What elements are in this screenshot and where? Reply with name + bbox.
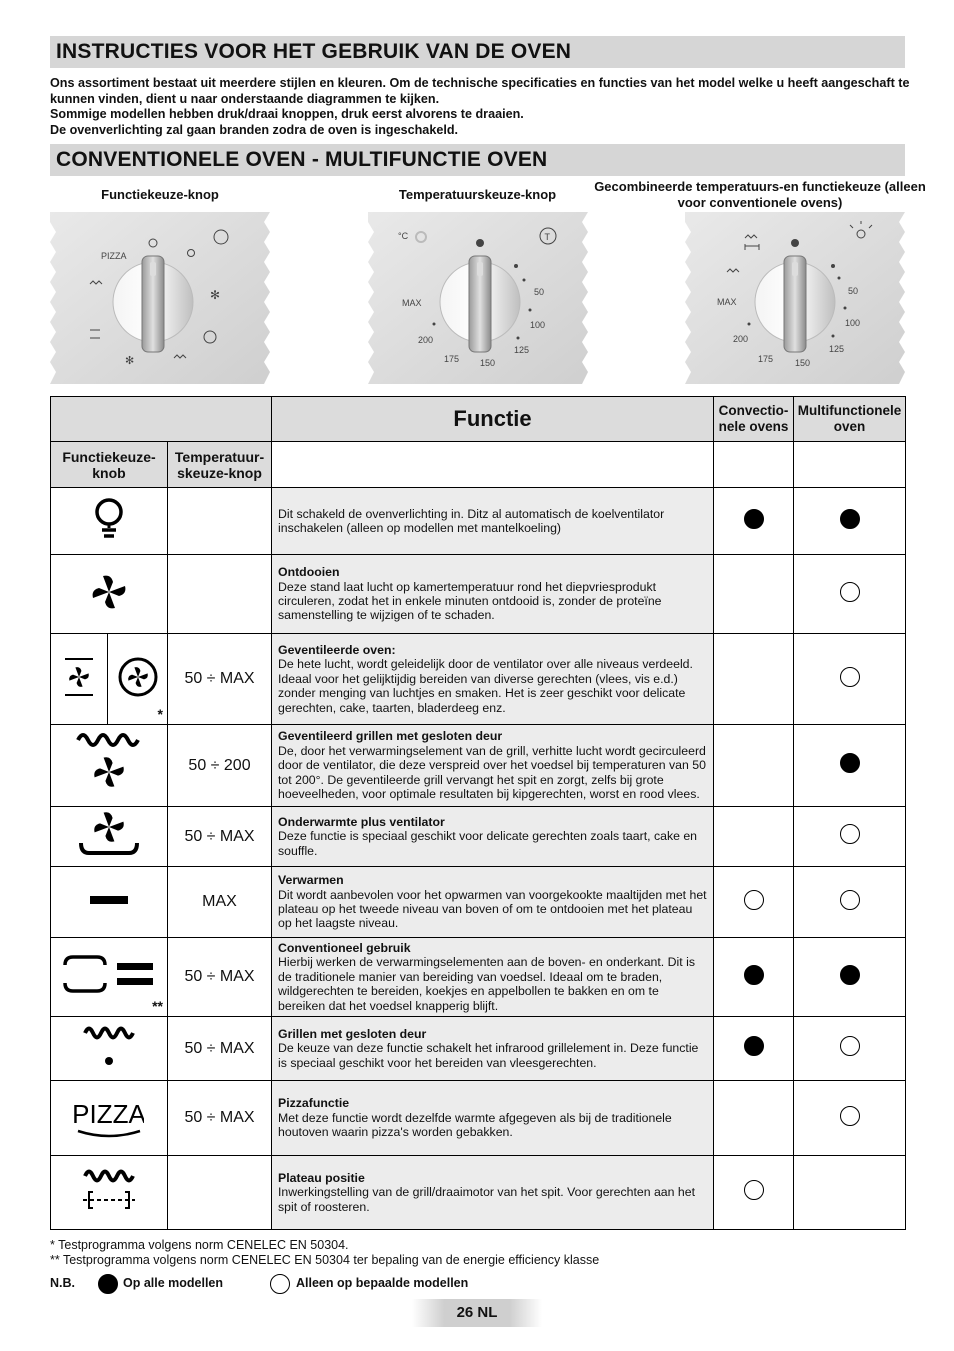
multifunction-availability <box>794 1156 906 1230</box>
function-text: Deze stand laat lucht op kamertemperatuur rond het diepvriesprodukt circuleren, zodat het in enkele minuten ontdooid is, zonder de proteïne samenstelling te wijzigen of te schaden. <box>278 579 662 623</box>
temp-top-symbol: T <box>544 232 550 242</box>
header-empty <box>272 442 714 488</box>
function-text: Deze functie is speciaal geschikt voor delicate gerechten zoals taart, cake en souffle. <box>278 829 698 858</box>
combined-scale-label: MAX <box>717 297 737 307</box>
temp-scale-label: 50 <box>534 287 545 297</box>
multifunction-availability <box>794 1017 906 1081</box>
bottom-fan-icon <box>51 807 168 867</box>
legend-all-models: Op alle modellen <box>123 1276 224 1290</box>
all-models-dot-icon <box>744 509 764 529</box>
temp-range: 50 ÷ MAX <box>168 1017 272 1081</box>
fan-heat-icon <box>51 634 108 725</box>
all-models-dot-icon <box>744 965 764 985</box>
function-description <box>272 1081 714 1156</box>
function-text: Dit wordt aanbevolen voor het opwarmen van voorgekookte maaltijden met het plateau op het tweede niveau van boven of om te ontdooien met het plateau op het laagste niveau. <box>278 887 707 931</box>
function-title: Verwarmen <box>278 873 344 888</box>
multifunction-availability <box>794 555 906 634</box>
header-blank <box>51 397 272 442</box>
page-title: INSTRUCTIES VOOR HET GEBRUIK VAN DE OVEN <box>50 36 905 68</box>
all-models-dot-icon <box>840 965 860 985</box>
footnote: * Testprogramma volgens norm CENELEC EN 50304. <box>50 1238 349 1252</box>
table-row <box>51 634 906 725</box>
legend <box>50 1273 550 1295</box>
temp-unit-label: °C <box>398 231 409 241</box>
function-title: Onderwarmte plus ventilator <box>278 814 445 829</box>
function-title: Plateau positie <box>278 1170 365 1185</box>
combined-scale-label: 200 <box>733 334 749 344</box>
multifunction-availability <box>794 807 906 867</box>
multifunction-availability <box>794 1081 906 1156</box>
function-title: Geventileerde oven: <box>278 642 396 657</box>
combined-scale-label: 100 <box>845 318 861 328</box>
some-models-dot-icon <box>840 667 860 687</box>
svg-text:✻: ✻ <box>210 288 221 302</box>
some-models-dot-icon <box>840 824 860 844</box>
multifunction-availability <box>794 634 906 725</box>
function-description <box>272 634 714 725</box>
convection-availability <box>714 867 794 938</box>
table-row <box>51 1156 906 1230</box>
temp-scale-label: 100 <box>530 320 546 330</box>
convection-availability <box>714 634 794 725</box>
combined-knob-panel <box>685 212 905 384</box>
temp-range: 50 ÷ MAX <box>168 807 272 867</box>
table-row <box>51 488 906 555</box>
table-row <box>51 1017 906 1081</box>
combined-scale-label: 150 <box>795 358 811 368</box>
multifunction-availability <box>794 488 906 555</box>
table-row <box>51 555 906 634</box>
temp-scale-label: 200 <box>418 335 434 345</box>
bottom-heat-icon <box>51 867 168 938</box>
table-row <box>51 938 906 1017</box>
multifunction-availability <box>794 867 906 938</box>
function-description <box>272 1017 714 1081</box>
some-models-dot-icon <box>840 1106 860 1126</box>
function-text: Inwerkingstelling van de grill/draaimotor van het spit. Voor gerechten aan het spit of roosteren. <box>278 1185 695 1214</box>
intro-line: De ovenverlichting zal gaan branden zodra de oven is ingeschakeld. <box>50 122 459 137</box>
some-models-dot-icon <box>840 1036 860 1056</box>
temp-scale-label: 150 <box>480 358 496 368</box>
function-knob-caption: Functiekeuze-knop <box>101 187 219 202</box>
function-description <box>272 555 714 634</box>
intro-line: Ons assortiment bestaat uit meerdere stijlen en kleuren. Om de technische specificaties en functies van het model welke u heeft aangeschaft te kunnen vinden, dient u naar onderstaande diagrammen te kijken. <box>50 76 910 106</box>
table-row <box>51 807 906 867</box>
temp-range: 50 ÷ 200 <box>168 725 272 807</box>
all-models-dot-icon <box>840 753 860 773</box>
convection-availability <box>714 1156 794 1230</box>
top-bottom-heat-icon <box>51 938 168 1017</box>
function-text: Dit schakeld de ovenverlichting in. Ditz al automatisch de koelventilator inschakelen (alleen op modellen met mantelkoeling) <box>278 506 665 535</box>
table-row <box>51 867 906 938</box>
function-title: Conventioneel gebruik <box>278 940 411 955</box>
multifunction-availability <box>794 725 906 807</box>
function-text: De keuze van deze functie schakelt het infrarood grillelement in. Deze functie is speciaal geschikt voor het bereiden van vleesgerechten. <box>278 1041 699 1070</box>
header-empty <box>714 442 794 488</box>
table-row <box>51 725 906 807</box>
function-text: Hierbij werken de verwarmingselementen aan de boven- en onderkant. Dit is de traditionele manier van bereiding van voedsel. Ideaal om te braden, wildgerechten te bereiden, koekjes en appelbollen te bakken en om te bereiken dat het voedsel knapperig blijft. <box>278 955 695 1013</box>
function-title: Grillen met gesloten deur <box>278 1026 427 1041</box>
some-models-dot-icon <box>840 582 860 602</box>
temp-range: 50 ÷ MAX <box>168 1081 272 1156</box>
combined-knob-caption: Gecombineerde temperatuurs-en functiekeuze (alleen voor conventionele ovens) <box>594 179 926 210</box>
pizza-icon <box>51 1081 168 1156</box>
function-text: De hete lucht, wordt geleidelijk door de ventilator over alle niveaus verdeeld. Ideaal voor het gelijktijdig bereiden van diverse gerechten (vlees, vis e.d.) zonder menging van luchtjes en smaken. Het is zeer geschikt voor delicate gerechten, cake, taarten, bladerdeeg enz. <box>278 657 693 715</box>
combined-scale-label: 175 <box>758 354 774 364</box>
some-models-dot-icon <box>744 890 764 910</box>
footnotes <box>50 1238 599 1268</box>
header-function-knob: Functiekeuze-knob <box>51 442 168 488</box>
temp-range <box>168 1156 272 1230</box>
header-empty <box>794 442 906 488</box>
function-description <box>272 867 714 938</box>
header-multifunction: Multifunctionele oven <box>794 397 906 442</box>
combined-scale-label: 125 <box>829 344 845 354</box>
legend-nb: N.B. <box>50 1276 75 1290</box>
function-knob-pizza-label: PIZZA <box>101 251 127 261</box>
convection-availability <box>714 807 794 867</box>
function-table <box>50 396 906 1230</box>
footnote-mark: * <box>157 706 163 722</box>
page-number: 26 NL <box>412 1299 542 1327</box>
temp-scale-label: MAX <box>402 298 422 308</box>
svg-text:✻: ✻ <box>125 355 135 367</box>
header-convection: Convectio-nele ovens <box>714 397 794 442</box>
function-knob-panel <box>50 212 270 384</box>
legend-some-models: Alleen op bepaalde modellen <box>296 1276 469 1290</box>
temperature-knob-caption: Temperatuurskeuze-knop <box>398 187 557 202</box>
function-title: Pizzafunctie <box>278 1096 350 1111</box>
some-models-dot-icon <box>744 1180 764 1200</box>
some-models-dot-icon <box>840 890 860 910</box>
function-description <box>272 1156 714 1230</box>
convection-availability <box>714 725 794 807</box>
lamp-icon <box>51 488 168 555</box>
function-description <box>272 807 714 867</box>
footnote-mark: ** <box>152 998 163 1014</box>
convection-availability <box>714 488 794 555</box>
temp-range: 50 ÷ MAX <box>168 938 272 1017</box>
convection-availability <box>714 1081 794 1156</box>
intro-line: Sommige modellen hebben druk/draai knoppen, druk eerst alvorens te draaien. <box>50 107 524 122</box>
convection-availability <box>714 1017 794 1081</box>
combined-scale-label: 50 <box>848 286 859 296</box>
function-title: Ontdooien <box>278 565 340 580</box>
footnote: ** Testprogramma volgens norm CENELEC EN 50304 ter bepaling van de energie efficiency klasse <box>50 1253 600 1267</box>
function-description <box>272 725 714 807</box>
function-description <box>272 938 714 1017</box>
function-title: Geventileerd grillen met gesloten deur <box>278 729 503 744</box>
grill-fan-icon <box>51 725 168 807</box>
convection-availability <box>714 938 794 1017</box>
all-models-dot-icon <box>840 509 860 529</box>
intro-text <box>50 76 910 138</box>
temp-scale-label: 125 <box>514 345 530 355</box>
section-title: CONVENTIONELE OVEN - MULTIFUNCTIE OVEN <box>50 144 905 176</box>
pizza-icon-label: PIZZA <box>74 1098 144 1129</box>
grill-icon <box>51 1017 168 1081</box>
fan-ring-icon <box>108 634 168 725</box>
fan-icon <box>51 555 168 634</box>
temp-range <box>168 555 272 634</box>
temp-range <box>168 488 272 555</box>
multifunction-availability <box>794 938 906 1017</box>
convection-availability <box>714 555 794 634</box>
temp-range: 50 ÷ MAX <box>168 634 272 725</box>
header-functie: Functie <box>272 397 714 442</box>
all-models-dot-icon <box>98 1274 118 1294</box>
temp-scale-label: 175 <box>444 354 460 364</box>
table-row <box>51 1081 906 1156</box>
temperature-knob-panel <box>368 212 588 384</box>
all-models-dot-icon <box>744 1036 764 1056</box>
function-text: Met deze functie wordt dezelfde warmte afgegeven als bij de traditionele houtoven waarin pizza's worden gebakken. <box>278 1110 672 1140</box>
function-text: De, door het verwarmingselement van de grill, verhitte lucht wordt gecirculeerd door de ventilator, die deze verspreid over het voedsel bij temperaturen van 50 tot 200°. De geventileerde grill vervangt het spit en zorgt, zelfs bij grote hoeveelheden, voor optimale resultaten bij kipgerechten, worst en rood vlees. <box>278 743 706 802</box>
header-temp-knob: Temperatuur-skeuze-knop <box>168 442 272 488</box>
some-models-dot-icon <box>270 1274 290 1294</box>
spit-icon <box>51 1156 168 1230</box>
temp-range: MAX <box>168 867 272 938</box>
function-description <box>272 488 714 555</box>
